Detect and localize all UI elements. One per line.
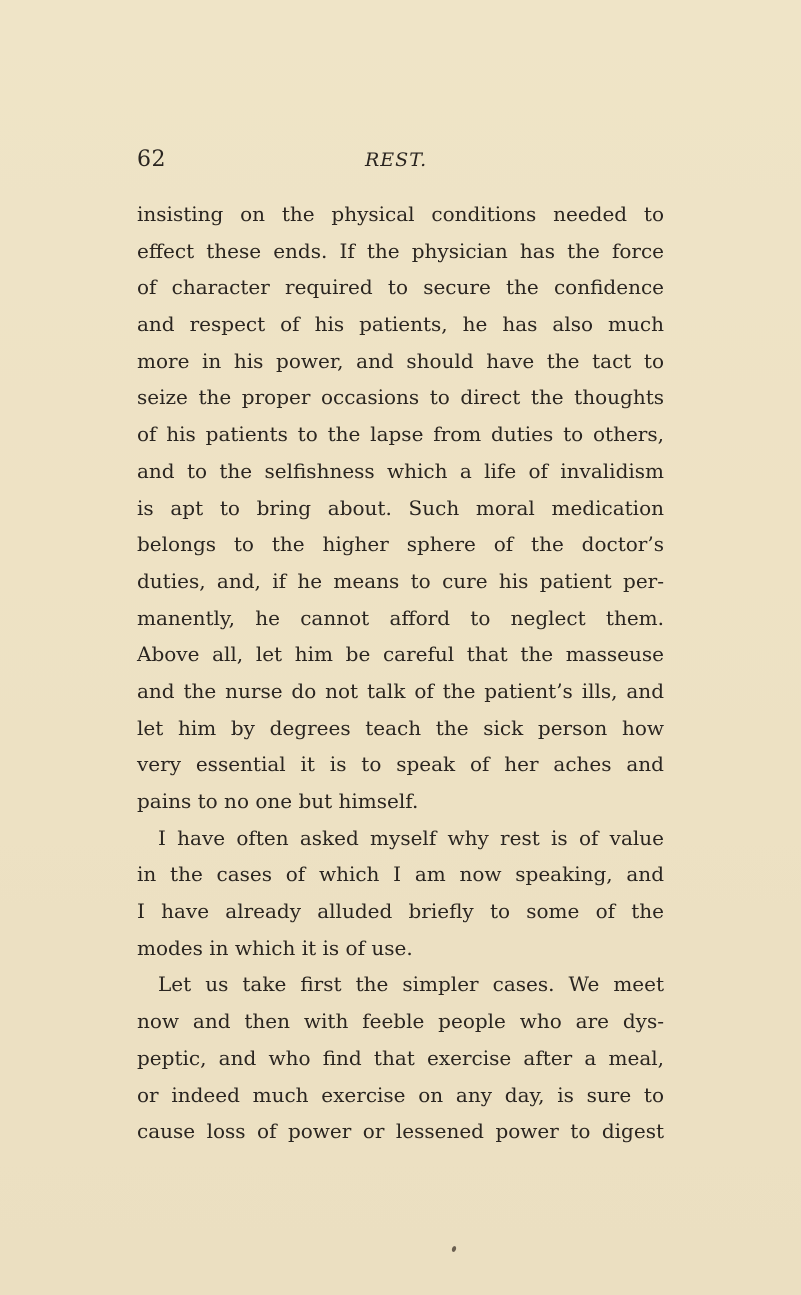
text-line: now and then with feeble people who are dys-	[137, 1009, 664, 1034]
text-line: Let us take first the simpler cases. We meet	[158, 972, 664, 997]
text-line: pains to no one but himself.	[137, 789, 419, 813]
text-line: manently, he cannot afford to neglect them.	[137, 605, 664, 630]
text-line: insisting on the physical conditions needed to	[137, 202, 664, 226]
text-line: is apt to bring about. Such moral medication	[137, 495, 664, 520]
text-line: of character required to secure the confidence	[137, 275, 664, 300]
text-line: very essential it is to speak of her aches and	[137, 752, 664, 777]
text-line: modes in which it is of use.	[137, 935, 413, 960]
text-line: effect these ends. If the physician has the force	[137, 238, 664, 263]
page-header	[137, 145, 657, 179]
ink-speck	[451, 1245, 457, 1252]
text-line: I have already alluded briefly to some of the	[137, 899, 664, 924]
text-line: of his patients to the lapse from duties to others,	[137, 422, 664, 447]
text-line: and to the selfishness which a life of invalidism	[137, 458, 664, 483]
page-number: 62	[137, 147, 166, 172]
text-line: Above all, let him be careful that the masseuse	[137, 642, 664, 667]
running-head: REST.	[365, 149, 428, 171]
text-line: cause loss of power or lessened power to digest	[137, 1119, 664, 1144]
text-line: and the nurse do not talk of the patient’s ills, and	[137, 678, 664, 703]
text-line: belongs to the higher sphere of the doctor’s	[137, 532, 664, 557]
text-line: and respect of his patients, he has also much	[137, 312, 664, 337]
text-line: seize the proper occasions to direct the thoughts	[137, 385, 664, 410]
text-line: or indeed much exercise on any day, is sure to	[137, 1082, 664, 1107]
text-line: let him by degrees teach the sick person how	[137, 715, 664, 740]
text-line: more in his power, and should have the tact to	[137, 348, 664, 373]
text-line: duties, and, if he means to cure his patient per-	[137, 568, 664, 593]
body-text	[137, 196, 664, 1150]
text-line: peptic, and who find that exercise after a meal,	[137, 1045, 664, 1070]
text-line: in the cases of which I am now speaking, and	[137, 862, 664, 887]
text-line: I have often asked myself why rest is of value	[158, 825, 664, 850]
